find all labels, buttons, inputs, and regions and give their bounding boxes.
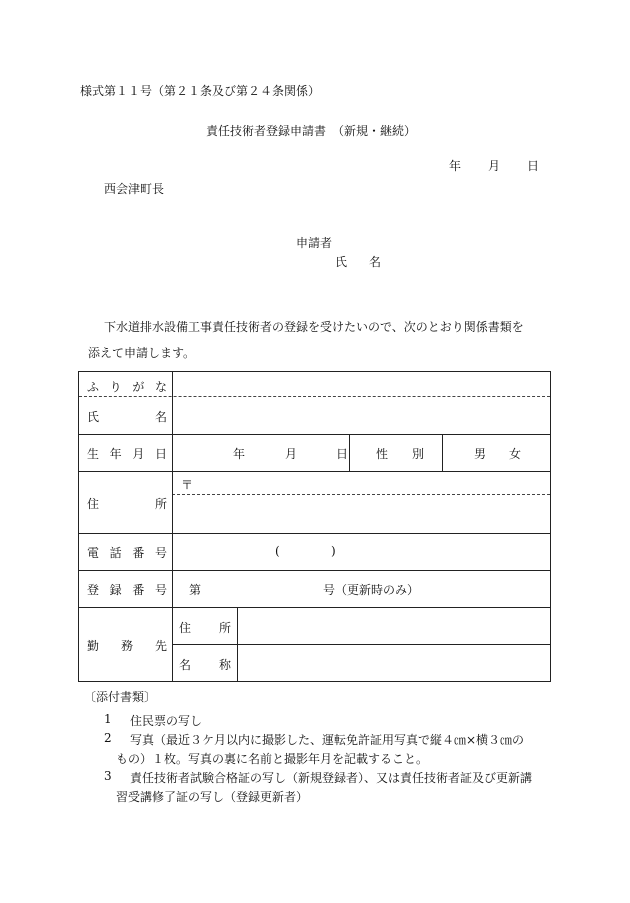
label-furigana bbox=[87, 378, 167, 395]
label-phone bbox=[87, 544, 167, 561]
label-char: 名 bbox=[154, 410, 167, 424]
label-char: 名 bbox=[179, 658, 192, 672]
workplace-divider bbox=[237, 607, 238, 681]
label-char: り bbox=[109, 380, 122, 394]
label-char: が bbox=[132, 380, 145, 394]
label-work-name bbox=[179, 656, 231, 673]
row-divider bbox=[79, 533, 550, 534]
label-char: 所 bbox=[154, 497, 167, 511]
attachment-text: 住民票の写し bbox=[130, 714, 203, 728]
label-char: 号 bbox=[154, 583, 167, 597]
label-char: 性 bbox=[376, 447, 389, 461]
date-month: 月 bbox=[488, 159, 501, 173]
label-char: 生 bbox=[87, 447, 100, 461]
row-divider bbox=[79, 471, 550, 472]
label-char: 日 bbox=[154, 447, 167, 461]
label-char: ふ bbox=[87, 380, 100, 394]
form-title: 責任技術者登録申請書 （新規・継続） bbox=[206, 124, 417, 138]
birth-year: 年 bbox=[233, 447, 246, 461]
label-char: 番 bbox=[132, 583, 145, 597]
label-char: 務 bbox=[120, 639, 133, 653]
registration-suffix: 号（更新時のみ） bbox=[323, 583, 420, 597]
attachment-num: 1 bbox=[104, 712, 112, 726]
addressee: 西会津町長 bbox=[104, 182, 165, 196]
gender-divider bbox=[349, 434, 350, 471]
label-name bbox=[87, 408, 167, 425]
attachment-text-cont: もの）１枚。写真の裏に名前と撮影年月を記載すること。 bbox=[116, 752, 429, 766]
birth-month: 月 bbox=[285, 447, 298, 461]
applicant-label: 申請者 bbox=[296, 236, 333, 250]
gender-male[interactable]: 男 bbox=[474, 447, 487, 461]
row-divider bbox=[79, 570, 550, 571]
attachments-heading: 〔添付書類〕 bbox=[84, 690, 157, 704]
label-address bbox=[87, 495, 167, 512]
label-char: 先 bbox=[154, 639, 167, 653]
label-char: 月 bbox=[132, 447, 145, 461]
attachment-text: 写真（最近３ケ月以内に撮影した、運転免許証用写真で縦４㎝×横３㎝の bbox=[130, 733, 525, 747]
name-char: 氏 bbox=[335, 255, 348, 269]
registration-prefix: 第 bbox=[189, 583, 202, 597]
label-work-address bbox=[179, 619, 231, 636]
label-char: 別 bbox=[411, 447, 424, 461]
label-char: 電 bbox=[87, 546, 100, 560]
label-char: 勤 bbox=[87, 639, 100, 653]
label-workplace bbox=[87, 637, 167, 654]
label-char: 住 bbox=[87, 497, 100, 511]
label-gender bbox=[376, 445, 424, 462]
label-birthdate bbox=[87, 445, 167, 462]
row-divider bbox=[79, 434, 550, 435]
label-char: 年 bbox=[109, 447, 122, 461]
phone-paren-close: ) bbox=[331, 544, 336, 558]
label-char: 号 bbox=[154, 546, 167, 560]
label-column-divider bbox=[172, 372, 173, 681]
form-number: 様式第１１号（第２１条及び第２４条関係） bbox=[80, 84, 321, 98]
body-text-line1: 下水道排水設備工事責任技術者の登録を受けたいので、次のとおり関係書類を bbox=[104, 320, 524, 334]
label-char: 話 bbox=[109, 546, 122, 560]
label-char: 番 bbox=[132, 546, 145, 560]
applicant-name-label bbox=[335, 253, 381, 270]
label-char: 称 bbox=[218, 658, 231, 672]
body-text-line2: 添えて申請します。 bbox=[88, 346, 196, 360]
postal-divider bbox=[172, 494, 550, 495]
name-char: 名 bbox=[368, 255, 381, 269]
postal-mark: 〒 bbox=[181, 478, 194, 492]
gender-divider bbox=[442, 434, 443, 471]
label-char: 住 bbox=[179, 621, 192, 635]
application-table bbox=[78, 371, 551, 682]
attachment-num: 2 bbox=[104, 731, 112, 745]
gender-female[interactable]: 女 bbox=[509, 447, 522, 461]
attachment-text: 責任技術者試験合格証の写し（新規登録者）、又は責任技術者証及び更新講 bbox=[130, 771, 533, 785]
label-char: な bbox=[154, 380, 167, 394]
label-char: 登 bbox=[87, 583, 100, 597]
date-day: 日 bbox=[527, 159, 540, 173]
birth-day: 日 bbox=[336, 447, 349, 461]
attachment-num: 3 bbox=[104, 769, 112, 783]
date-year: 年 bbox=[449, 159, 462, 173]
row-divider bbox=[172, 644, 550, 645]
attachment-text-cont: 習受講修了証の写し（登録更新者） bbox=[116, 790, 309, 804]
label-char: 氏 bbox=[87, 410, 100, 424]
furigana-divider bbox=[79, 396, 550, 397]
label-registration-number bbox=[87, 581, 167, 598]
label-char: 録 bbox=[109, 583, 122, 597]
phone-paren-open: ( bbox=[275, 544, 280, 558]
label-char: 所 bbox=[218, 621, 231, 635]
row-divider bbox=[79, 607, 550, 608]
